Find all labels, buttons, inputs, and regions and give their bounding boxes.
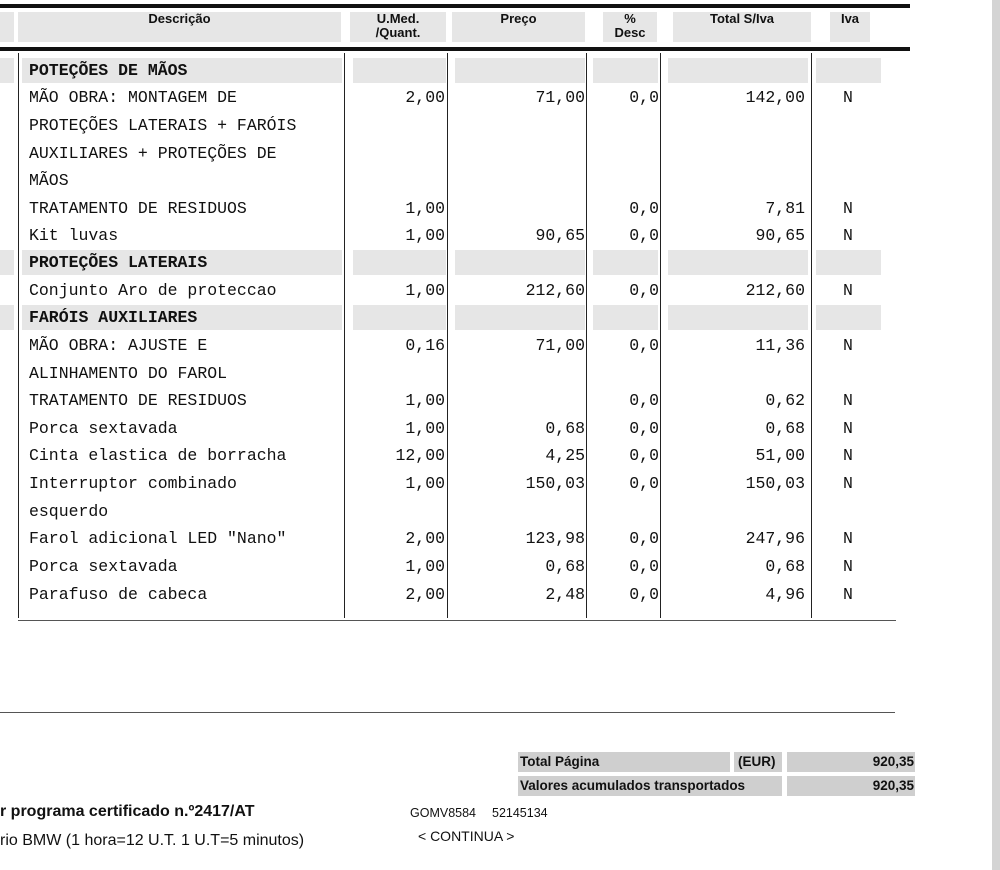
item-iva: N xyxy=(843,446,853,465)
carried-total-label: Valores acumulados transportados xyxy=(518,776,782,796)
item-iva: N xyxy=(843,199,853,218)
item-price: 4,25 xyxy=(545,446,585,465)
item-discount: 0,0 xyxy=(629,88,659,107)
item-description: Farol adicional LED "Nano" xyxy=(29,529,287,548)
item-description: Conjunto Aro de proteccao xyxy=(29,281,277,300)
item-description: Interruptor combinado xyxy=(29,474,237,493)
item-price: 150,03 xyxy=(525,474,585,493)
item-total: 150,03 xyxy=(745,474,805,493)
table-row xyxy=(0,84,910,111)
item-discount: 0,0 xyxy=(629,281,659,300)
table-row-continuation xyxy=(0,167,910,194)
item-total: 0,68 xyxy=(765,557,805,576)
reference-code: GOMV8584 xyxy=(410,806,477,820)
item-description: MÃOS xyxy=(29,171,69,190)
item-quantity: 1,00 xyxy=(405,419,445,438)
item-quantity: 2,00 xyxy=(405,585,445,604)
currency-label: (EUR) xyxy=(734,752,782,772)
item-discount: 0,0 xyxy=(629,529,659,548)
table-row-continuation xyxy=(0,498,910,525)
item-price: 90,65 xyxy=(535,226,585,245)
table-row-continuation xyxy=(0,140,910,167)
item-total: 90,65 xyxy=(755,226,805,245)
item-total: 0,62 xyxy=(765,391,805,410)
item-discount: 0,0 xyxy=(629,336,659,355)
item-description: ALINHAMENTO DO FAROL xyxy=(29,364,228,383)
item-discount: 0,0 xyxy=(629,474,659,493)
header-top-rule xyxy=(0,4,910,8)
item-description: Porca sextavada xyxy=(29,557,178,576)
item-quantity: 1,00 xyxy=(405,474,445,493)
item-description: Cinta elastica de borracha xyxy=(29,446,287,465)
item-iva: N xyxy=(843,557,853,576)
item-total: 0,68 xyxy=(765,419,805,438)
item-price: 212,60 xyxy=(525,281,585,300)
table-row-continuation xyxy=(0,112,910,139)
table-row xyxy=(0,277,910,304)
item-quantity: 2,00 xyxy=(405,88,445,107)
item-total: 247,96 xyxy=(745,529,805,548)
item-price: 71,00 xyxy=(535,336,585,355)
table-row xyxy=(0,415,910,442)
item-quantity: 2,00 xyxy=(405,529,445,548)
item-description: MÃO OBRA: MONTAGEM DE xyxy=(29,88,237,107)
item-iva: N xyxy=(843,281,853,300)
item-total: 212,60 xyxy=(745,281,805,300)
item-discount: 0,0 xyxy=(629,199,659,218)
header-disc-line1: % xyxy=(624,11,636,26)
item-price: 0,68 xyxy=(545,419,585,438)
table-row xyxy=(0,387,910,414)
reference-number: 52145134 xyxy=(492,806,548,820)
item-description: AUXILIARES + PROTEÇÕES DE xyxy=(29,144,277,163)
section-row xyxy=(0,304,910,331)
time-unit-note: rio BMW (1 hora=12 U.T. 1 U.T=5 minutos) xyxy=(0,832,305,849)
item-quantity: 1,00 xyxy=(405,391,445,410)
item-total: 7,81 xyxy=(765,199,805,218)
item-quantity: 1,00 xyxy=(405,281,445,300)
item-total: 142,00 xyxy=(745,88,805,107)
header-price: Preço xyxy=(452,12,585,42)
header-unit-line1: U.Med. xyxy=(376,11,420,26)
header-bottom-rule xyxy=(0,47,910,51)
item-iva: N xyxy=(843,336,853,355)
header-total: Total S/Iva xyxy=(673,12,811,42)
table-row xyxy=(0,553,910,580)
item-iva: N xyxy=(843,419,853,438)
item-price: 123,98 xyxy=(525,529,585,548)
item-price: 71,00 xyxy=(535,88,585,107)
section-row xyxy=(0,249,910,276)
item-description: TRATAMENTO DE RESIDUOS xyxy=(29,199,247,218)
table-row xyxy=(0,470,910,497)
item-discount: 0,0 xyxy=(629,419,659,438)
item-discount: 0,0 xyxy=(629,557,659,576)
item-description: TRATAMENTO DE RESIDUOS xyxy=(29,391,247,410)
header-discount xyxy=(603,12,657,42)
item-description: MÃO OBRA: AJUSTE E xyxy=(29,336,208,355)
item-description: esquerdo xyxy=(29,502,109,521)
table-row xyxy=(0,195,910,222)
table-row xyxy=(0,581,910,608)
header-unit-qty xyxy=(350,12,446,42)
certificate-text: r programa certificado n.º2417/AT xyxy=(0,803,255,820)
item-discount: 0,0 xyxy=(629,585,659,604)
item-iva: N xyxy=(843,474,853,493)
item-iva: N xyxy=(843,88,853,107)
item-iva: N xyxy=(843,391,853,410)
page-total-label: Total Página xyxy=(518,752,730,772)
page-right-border xyxy=(992,0,1000,870)
item-iva: N xyxy=(843,226,853,245)
section-title: PROTEÇÕES LATERAIS xyxy=(29,253,208,272)
item-price: 0,68 xyxy=(545,557,585,576)
item-total: 51,00 xyxy=(755,446,805,465)
item-total: 11,36 xyxy=(755,336,805,355)
item-description: Kit luvas xyxy=(29,226,119,245)
item-quantity: 1,00 xyxy=(405,226,445,245)
page-total-value: 920,35 xyxy=(787,752,915,772)
header-unit-line2: /Quant. xyxy=(375,25,421,40)
item-quantity: 1,00 xyxy=(405,199,445,218)
table-bottom-rule xyxy=(18,620,896,621)
section-title: FARÓIS AUXILIARES xyxy=(29,308,198,327)
table-row xyxy=(0,332,910,359)
item-quantity: 1,00 xyxy=(405,557,445,576)
item-iva: N xyxy=(843,585,853,604)
section-row xyxy=(0,57,910,84)
header-iva: Iva xyxy=(830,12,870,42)
section-title: POTEÇÕES DE MÃOS xyxy=(29,61,188,80)
item-quantity: 0,16 xyxy=(405,336,445,355)
table-row-continuation xyxy=(0,360,910,387)
item-description: PROTEÇÕES LATERAIS + FARÓIS xyxy=(29,116,297,135)
item-quantity: 12,00 xyxy=(395,446,445,465)
footer-separator xyxy=(0,712,895,713)
header-cell-left xyxy=(0,12,14,42)
table-row xyxy=(0,222,910,249)
item-price: 2,48 xyxy=(545,585,585,604)
item-total: 4,96 xyxy=(765,585,805,604)
item-description: Porca sextavada xyxy=(29,419,178,438)
table-row xyxy=(0,442,910,469)
header-disc-line2: Desc xyxy=(614,25,646,40)
item-discount: 0,0 xyxy=(629,226,659,245)
item-description: Parafuso de cabeca xyxy=(29,585,208,604)
item-discount: 0,0 xyxy=(629,391,659,410)
item-iva: N xyxy=(843,529,853,548)
continue-marker: < CONTINUA > xyxy=(418,828,515,844)
carried-total-value: 920,35 xyxy=(787,776,915,796)
header-description: Descrição xyxy=(18,12,341,42)
item-discount: 0,0 xyxy=(629,446,659,465)
table-row xyxy=(0,525,910,552)
